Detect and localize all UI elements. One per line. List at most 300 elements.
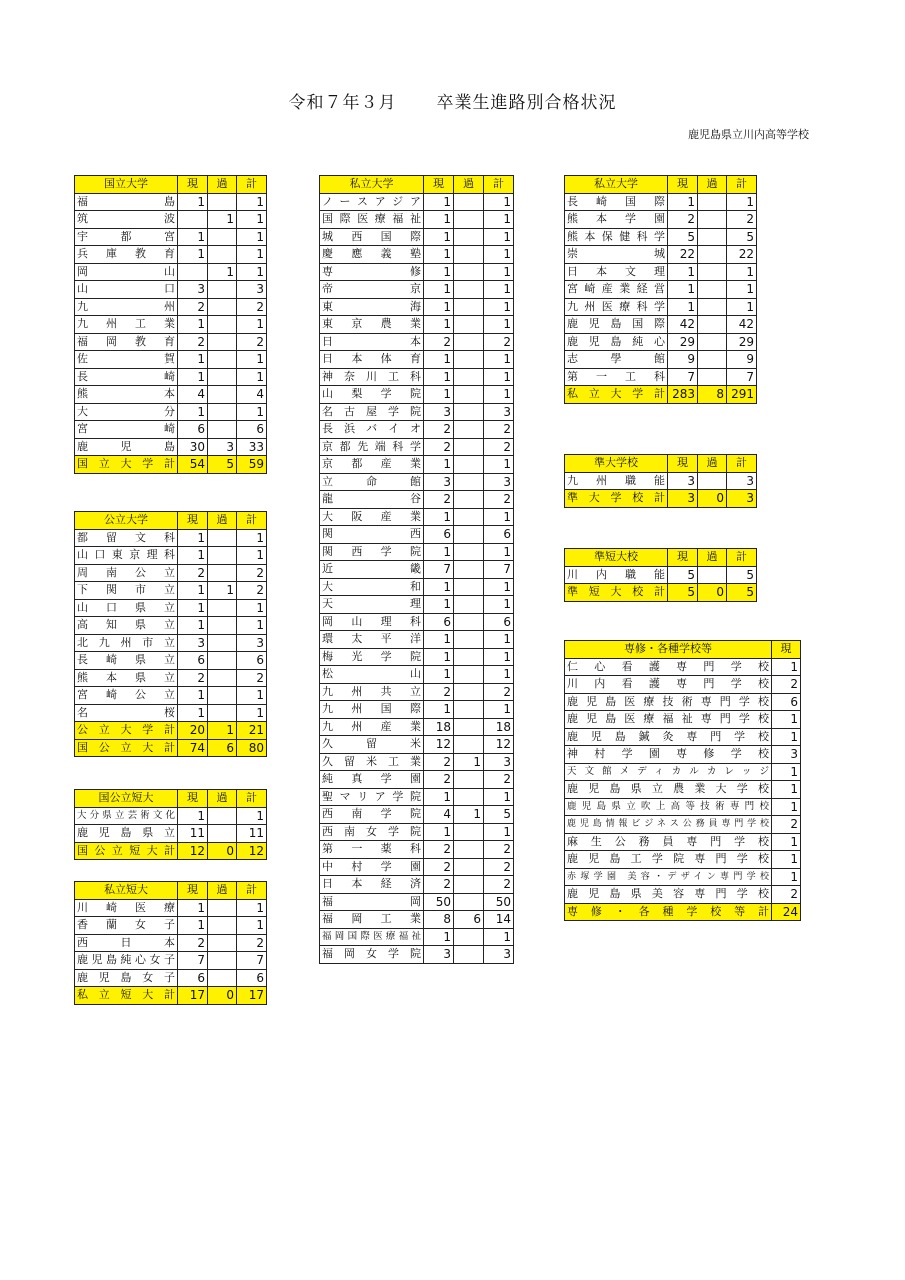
table-row xyxy=(75,333,267,351)
school-name-cell: 鹿児島医療福祉専門学校 xyxy=(565,711,772,729)
school-name-cell: 立命館 xyxy=(320,473,424,491)
school-name-cell: 志學館 xyxy=(565,351,668,369)
count-current: 1 xyxy=(178,193,208,211)
count-current: 1 xyxy=(178,899,208,917)
school-name-cell: 関西学院 xyxy=(320,543,424,561)
table-row xyxy=(565,368,757,386)
total-label: 国公立短大計 xyxy=(75,842,178,860)
table-row xyxy=(320,508,514,526)
school-name-cell: 川内看護専門学校 xyxy=(565,676,772,694)
count-total: 3 xyxy=(484,946,514,964)
total-total: 17 xyxy=(237,987,267,1005)
count-past xyxy=(454,788,484,806)
count-current: 3 xyxy=(178,634,208,652)
school-name-cell: 京都先端科学 xyxy=(320,438,424,456)
count-current: 1 xyxy=(178,617,208,635)
school-name-cell: 名古屋学院 xyxy=(320,403,424,421)
school-name-cell: 大阪産業 xyxy=(320,508,424,526)
table-header-row xyxy=(75,882,267,900)
count-current: 1 xyxy=(668,263,698,281)
count-past xyxy=(454,683,484,701)
count-past xyxy=(208,193,237,211)
school-name-cell: 東京農業 xyxy=(320,316,424,334)
table-row xyxy=(75,386,267,404)
count-past xyxy=(454,946,484,964)
school-name-cell: 九州国際 xyxy=(320,701,424,719)
count-current: 18 xyxy=(424,718,454,736)
count-total: 1 xyxy=(484,823,514,841)
table-title: 私立大学 xyxy=(320,176,424,194)
count-past xyxy=(208,634,237,652)
school-name-cell: 天理 xyxy=(320,596,424,614)
school-name-cell: 宮崎産業経営 xyxy=(565,281,668,299)
count-current: 1 xyxy=(668,193,698,211)
count-past xyxy=(698,333,727,351)
school-name-cell: 龍谷 xyxy=(320,491,424,509)
count-past xyxy=(454,631,484,649)
count-total: 2 xyxy=(237,564,267,582)
school-name-cell: 福岡工業 xyxy=(320,911,424,929)
count-past xyxy=(698,228,727,246)
table-row xyxy=(565,798,801,816)
school-name-cell: 熊本県立 xyxy=(75,669,178,687)
total-total: 5 xyxy=(727,584,757,602)
header-past: 過 xyxy=(208,882,237,900)
count-past xyxy=(208,316,237,334)
count-current: 1 xyxy=(178,403,208,421)
count-current: 1 xyxy=(424,263,454,281)
table-title: 準大学校 xyxy=(565,455,668,473)
school-name-cell: 福岡教育 xyxy=(75,333,178,351)
school-name-cell: 九州工業 xyxy=(75,316,178,334)
total-past: 1 xyxy=(208,722,237,740)
table-row xyxy=(320,193,514,211)
count-current: 1 xyxy=(424,281,454,299)
count-current: 5 xyxy=(668,228,698,246)
table-kouritsu xyxy=(74,511,267,757)
table-row xyxy=(75,599,267,617)
school-name-cell: 城西国際 xyxy=(320,228,424,246)
school-name-cell: 大分 xyxy=(75,403,178,421)
count-past xyxy=(454,578,484,596)
table-row xyxy=(75,316,267,334)
count-current: 3 xyxy=(424,473,454,491)
count-total: 3 xyxy=(484,753,514,771)
count-past xyxy=(454,333,484,351)
table-row xyxy=(320,281,514,299)
count-total: 1 xyxy=(484,928,514,946)
table-row xyxy=(320,421,514,439)
count-current: 1 xyxy=(178,599,208,617)
header-total: 計 xyxy=(237,176,267,194)
count-current: 1 xyxy=(178,547,208,565)
count-current: 1 xyxy=(178,368,208,386)
count-total: 2 xyxy=(237,298,267,316)
count-total: 3 xyxy=(727,472,757,490)
count-current: 1 xyxy=(424,928,454,946)
count-total: 7 xyxy=(237,952,267,970)
count-current: 1 xyxy=(178,316,208,334)
table-row xyxy=(320,351,514,369)
count-past xyxy=(454,316,484,334)
table-row xyxy=(75,634,267,652)
count-past xyxy=(454,263,484,281)
page-title xyxy=(0,88,905,113)
school-name-cell: 西南学院 xyxy=(320,806,424,824)
count-current: 1 xyxy=(178,351,208,369)
count-past xyxy=(208,228,237,246)
school-name-cell: 鹿児島国際 xyxy=(565,316,668,334)
total-current: 74 xyxy=(178,739,208,757)
table-row xyxy=(75,228,267,246)
school-name-cell: 京都産業 xyxy=(320,456,424,474)
count-current: 1 xyxy=(178,687,208,705)
table-header-row xyxy=(75,176,267,194)
count-past xyxy=(454,246,484,264)
school-name-cell: 福岡 xyxy=(320,893,424,911)
total-label: 私立短大計 xyxy=(75,987,178,1005)
count-current: 1 xyxy=(772,798,801,816)
table-row xyxy=(75,617,267,635)
count-past xyxy=(208,529,237,547)
count-total: 33 xyxy=(237,438,267,456)
count-current: 1 xyxy=(772,658,801,676)
table-row xyxy=(75,582,267,600)
count-total: 50 xyxy=(484,893,514,911)
count-total: 18 xyxy=(484,718,514,736)
count-current: 2 xyxy=(178,298,208,316)
total-row xyxy=(75,456,267,474)
count-total: 2 xyxy=(484,421,514,439)
count-current: 1 xyxy=(178,582,208,600)
count-past xyxy=(454,351,484,369)
table-row xyxy=(565,816,801,834)
header-total: 計 xyxy=(727,455,757,473)
table-row xyxy=(320,718,514,736)
header-past: 過 xyxy=(208,790,237,808)
table-title: 公立大学 xyxy=(75,512,178,530)
count-past: 1 xyxy=(208,582,237,600)
school-name-cell: 長浜バイオ xyxy=(320,421,424,439)
table-header-row xyxy=(75,790,267,808)
count-total: 1 xyxy=(484,263,514,281)
table-row xyxy=(565,211,757,229)
count-past xyxy=(208,704,237,722)
total-row xyxy=(565,584,757,602)
table-shiritsutandai xyxy=(74,881,267,1005)
count-current: 29 xyxy=(668,333,698,351)
count-current: 2 xyxy=(178,934,208,952)
count-past xyxy=(208,969,237,987)
table-row xyxy=(75,564,267,582)
header-current: 現 xyxy=(668,455,698,473)
count-total: 2 xyxy=(237,934,267,952)
count-past xyxy=(208,421,237,439)
school-name-cell: 松山 xyxy=(320,666,424,684)
count-current: 1 xyxy=(772,833,801,851)
count-current: 1 xyxy=(424,351,454,369)
total-past: 8 xyxy=(698,386,727,404)
school-name-cell: 崇城 xyxy=(565,246,668,264)
table-row xyxy=(75,704,267,722)
header-total: 計 xyxy=(237,790,267,808)
total-row xyxy=(75,739,267,757)
count-past xyxy=(208,934,237,952)
table-row xyxy=(320,666,514,684)
school-name-cell: 鹿児島県立 xyxy=(75,825,178,843)
count-total: 3 xyxy=(484,473,514,491)
total-total: 3 xyxy=(727,490,757,508)
table-row xyxy=(320,491,514,509)
count-current: 3 xyxy=(668,472,698,490)
count-current: 7 xyxy=(424,561,454,579)
count-past xyxy=(208,368,237,386)
count-past xyxy=(698,246,727,264)
count-past xyxy=(208,351,237,369)
count-past xyxy=(454,228,484,246)
header-current: 現 xyxy=(668,549,698,567)
table-row xyxy=(565,693,801,711)
table-row xyxy=(565,781,801,799)
school-name-cell: 第一工科 xyxy=(565,368,668,386)
count-current: 1 xyxy=(772,711,801,729)
count-total: 1 xyxy=(484,281,514,299)
count-past xyxy=(454,473,484,491)
count-current: 2 xyxy=(424,858,454,876)
table-row xyxy=(320,438,514,456)
school-name-cell: 岡山 xyxy=(75,263,178,281)
school-name-cell: 神村学園専修学校 xyxy=(565,746,772,764)
table-row xyxy=(565,333,757,351)
count-total: 42 xyxy=(727,316,757,334)
count-current: 2 xyxy=(424,438,454,456)
table-row xyxy=(320,561,514,579)
count-total: 1 xyxy=(237,547,267,565)
count-current: 1 xyxy=(424,298,454,316)
count-current: 1 xyxy=(178,917,208,935)
count-total: 3 xyxy=(484,403,514,421)
count-current: 3 xyxy=(772,746,801,764)
school-name-cell: 兵庫教育 xyxy=(75,246,178,264)
count-total: 1 xyxy=(484,351,514,369)
count-past xyxy=(454,543,484,561)
table-row xyxy=(75,351,267,369)
count-current: 6 xyxy=(178,652,208,670)
school-name-cell: 久留米 xyxy=(320,736,424,754)
table-row xyxy=(565,246,757,264)
header-past: 過 xyxy=(208,176,237,194)
count-past xyxy=(454,928,484,946)
count-total: 1 xyxy=(484,193,514,211)
table-row xyxy=(75,934,267,952)
count-past xyxy=(454,403,484,421)
count-past: 6 xyxy=(454,911,484,929)
count-total: 1 xyxy=(237,617,267,635)
count-current: 1 xyxy=(424,596,454,614)
count-past xyxy=(208,246,237,264)
count-total: 2 xyxy=(237,333,267,351)
total-current: 17 xyxy=(178,987,208,1005)
count-total: 2 xyxy=(484,491,514,509)
table-header-row xyxy=(565,549,757,567)
count-total: 6 xyxy=(484,526,514,544)
count-past xyxy=(698,281,727,299)
school-name-cell: 九州医療科学 xyxy=(565,298,668,316)
total-current: 283 xyxy=(668,386,698,404)
table-title: 国立大学 xyxy=(75,176,178,194)
count-past xyxy=(208,403,237,421)
school-name-cell: 西日本 xyxy=(75,934,178,952)
school-name-cell: 鹿児島純心 xyxy=(565,333,668,351)
school-name-cell: 日本経済 xyxy=(320,876,424,894)
count-current: 1 xyxy=(424,456,454,474)
count-total: 7 xyxy=(727,368,757,386)
count-total: 2 xyxy=(727,211,757,229)
school-name-cell: 国際医療福祉 xyxy=(320,211,424,229)
table-row xyxy=(320,858,514,876)
count-current: 1 xyxy=(178,704,208,722)
count-current: 3 xyxy=(178,281,208,299)
table-row xyxy=(320,543,514,561)
count-current: 2 xyxy=(178,669,208,687)
count-current: 50 xyxy=(424,893,454,911)
table-row xyxy=(75,403,267,421)
count-past xyxy=(208,899,237,917)
count-total: 6 xyxy=(237,969,267,987)
count-total: 2 xyxy=(484,771,514,789)
count-total: 12 xyxy=(484,736,514,754)
count-current: 1 xyxy=(424,386,454,404)
total-total: 59 xyxy=(237,456,267,474)
school-name-cell: 高知県立 xyxy=(75,617,178,635)
school-name-cell: 北九州市立 xyxy=(75,634,178,652)
total-row xyxy=(565,903,801,921)
count-total: 1 xyxy=(484,368,514,386)
table-row xyxy=(565,833,801,851)
total-current: 3 xyxy=(668,490,698,508)
count-total: 1 xyxy=(237,529,267,547)
school-name-cell: 西南女学院 xyxy=(320,823,424,841)
count-total: 4 xyxy=(237,386,267,404)
school-name-cell: 福島 xyxy=(75,193,178,211)
count-past xyxy=(208,952,237,970)
count-current: 2 xyxy=(178,564,208,582)
count-current: 22 xyxy=(668,246,698,264)
table-row xyxy=(75,952,267,970)
table-row xyxy=(565,472,757,490)
school-name-cell: 鹿児島女子 xyxy=(75,969,178,987)
count-past xyxy=(208,333,237,351)
school-name-cell: 長崎 xyxy=(75,368,178,386)
total-total: 291 xyxy=(727,386,757,404)
school-name-cell: 純真学園 xyxy=(320,771,424,789)
count-past xyxy=(454,876,484,894)
school-name-cell: 鹿児島工学院専門学校 xyxy=(565,851,772,869)
count-past xyxy=(208,564,237,582)
school-name-cell: 日本 xyxy=(320,333,424,351)
school-name-cell: 鹿児島県立農業大学校 xyxy=(565,781,772,799)
count-past: 1 xyxy=(454,753,484,771)
school-name-cell: 神奈川工科 xyxy=(320,368,424,386)
count-past xyxy=(698,566,727,584)
table-row xyxy=(565,763,801,781)
table-header-row xyxy=(565,455,757,473)
count-current: 2 xyxy=(424,876,454,894)
school-name-cell: 大分県立芸術文化 xyxy=(75,807,178,825)
count-current: 1 xyxy=(772,781,801,799)
total-label: 専修・各種学校等計 xyxy=(565,903,772,921)
count-past xyxy=(454,648,484,666)
count-current: 2 xyxy=(772,676,801,694)
count-current: 2 xyxy=(772,886,801,904)
table-row xyxy=(320,631,514,649)
table-title: 私立短大 xyxy=(75,882,178,900)
count-current: 5 xyxy=(668,566,698,584)
count-past xyxy=(208,687,237,705)
school-name-cell: 九州 xyxy=(75,298,178,316)
table-header-row xyxy=(320,176,514,194)
count-total: 1 xyxy=(237,211,267,229)
table-row xyxy=(565,316,757,334)
count-past xyxy=(698,263,727,281)
table-jundaigaku xyxy=(564,454,757,508)
school-name-cell: 大和 xyxy=(320,578,424,596)
total-row xyxy=(75,842,267,860)
table-row xyxy=(565,228,757,246)
table-row xyxy=(565,886,801,904)
count-total: 1 xyxy=(237,899,267,917)
school-name-cell: 鹿児島県美容専門学校 xyxy=(565,886,772,904)
school-name-cell: 宇都宮 xyxy=(75,228,178,246)
count-past xyxy=(454,823,484,841)
total-current: 24 xyxy=(772,903,801,921)
count-past xyxy=(454,718,484,736)
table-row xyxy=(320,841,514,859)
count-current: 1 xyxy=(772,728,801,746)
table-row xyxy=(320,946,514,964)
count-current: 4 xyxy=(178,386,208,404)
count-past xyxy=(454,526,484,544)
table-row xyxy=(320,298,514,316)
count-total: 2 xyxy=(484,858,514,876)
school-name-cell: 山口東京理科 xyxy=(75,547,178,565)
school-name-cell: 鹿児島鍼灸専門学校 xyxy=(565,728,772,746)
table-row xyxy=(320,648,514,666)
table-row xyxy=(320,526,514,544)
table-row xyxy=(320,403,514,421)
table-row xyxy=(320,368,514,386)
header-past: 過 xyxy=(698,455,727,473)
total-current: 12 xyxy=(178,842,208,860)
table-row xyxy=(320,893,514,911)
count-total: 1 xyxy=(727,281,757,299)
count-total: 9 xyxy=(727,351,757,369)
count-past xyxy=(698,472,727,490)
school-name-cell: 長崎県立 xyxy=(75,652,178,670)
school-name-cell: 下関市立 xyxy=(75,582,178,600)
table-row xyxy=(320,823,514,841)
count-total: 1 xyxy=(484,508,514,526)
count-past xyxy=(208,825,237,843)
count-current: 2 xyxy=(772,816,801,834)
table-row xyxy=(75,263,267,281)
total-label: 国公立大計 xyxy=(75,739,178,757)
table-row xyxy=(565,868,801,886)
school-name-cell: 赤塚学園 美容・デザイン専門学校 xyxy=(565,868,772,886)
count-total: 2 xyxy=(484,438,514,456)
school-name-cell: 熊本保健科学 xyxy=(565,228,668,246)
school-name-cell: 慶應義塾 xyxy=(320,246,424,264)
